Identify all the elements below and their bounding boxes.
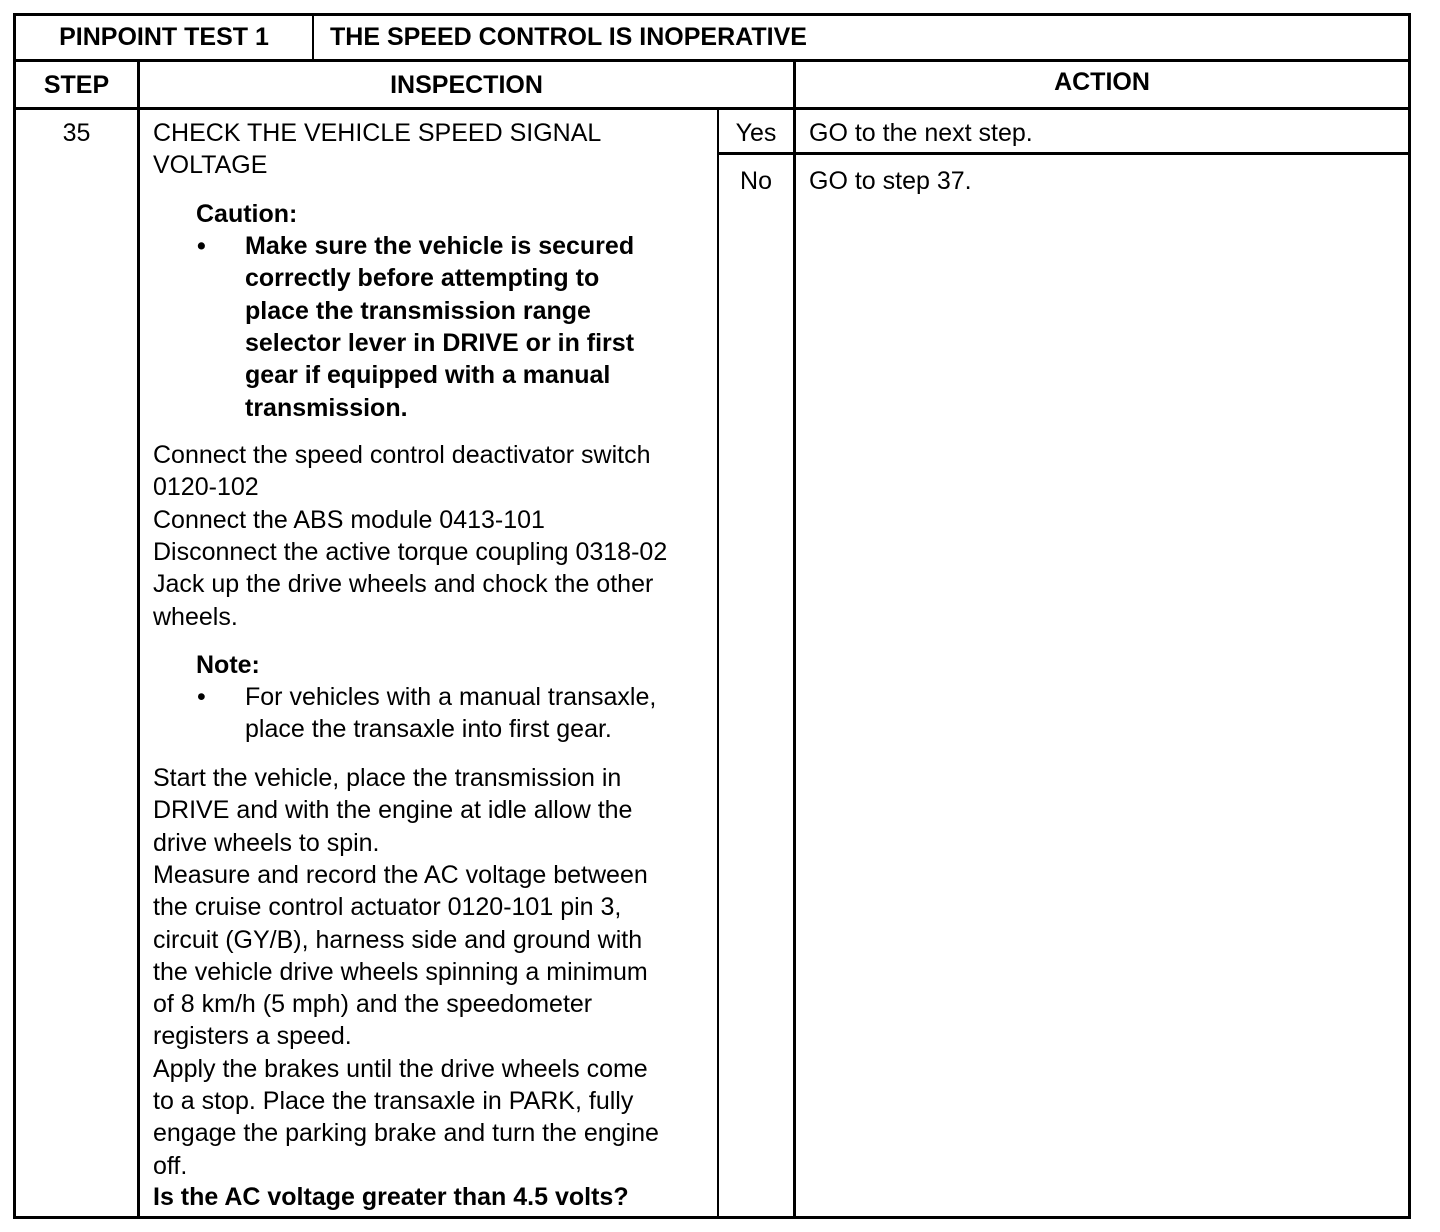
procedure-line: the cruise control actuator 0120-101 pin 3, [153, 893, 622, 922]
caution-line: Make sure the vehicle is secured [245, 232, 635, 260]
caution-line: gear if equipped with a manual [245, 361, 611, 390]
procedure-line: the vehicle drive wheels spinning a minimum [153, 957, 648, 986]
setup-line: Connect the speed control deactivator switch [153, 441, 651, 469]
border [13, 107, 1411, 110]
procedure-line: to a stop. Place the transaxle in PARK, fully [153, 1087, 634, 1115]
inspection-question: Is the AC voltage greater than 4.5 volts? [153, 1183, 629, 1211]
answer-yes-label: Yes [735, 119, 777, 147]
caution-line: selector lever in DRIVE or in first [245, 328, 635, 357]
setup-line: wheels. [153, 602, 238, 631]
border [717, 108, 719, 1218]
border [137, 60, 140, 1218]
border [13, 13, 1411, 16]
border [13, 59, 1411, 62]
caution-label: Caution: [196, 200, 298, 228]
caution-line: correctly before attempting to [245, 264, 600, 293]
procedure-line: off. [153, 1151, 188, 1180]
setup-line: Disconnect the active torque coupling 0318-02 [153, 537, 668, 566]
answer-no-label: No [740, 167, 772, 195]
action-header: ACTION [1054, 68, 1150, 96]
note-line: place the transaxle into first gear. [245, 715, 612, 744]
step-number: 35 [62, 119, 91, 147]
setup-line: Jack up the drive wheels and chock the other [153, 570, 654, 599]
procedure-line: DRIVE and with the engine at idle allow the [153, 796, 633, 825]
bullet-icon: • [197, 683, 206, 711]
bullet-icon: • [197, 232, 206, 260]
step-heading-line: CHECK THE VEHICLE SPEED SIGNAL [153, 119, 602, 147]
pinpoint-test-label: PINPOINT TEST 1 [59, 23, 269, 51]
procedure-line: of 8 km/h (5 mph) and the speedometer [153, 990, 593, 1019]
border [717, 152, 1411, 155]
procedure-line: engage the parking brake and turn the engine [153, 1119, 659, 1148]
answer-yes-action: GO to the next step. [809, 119, 1033, 147]
procedure-line: Apply the brakes until the drive wheels come [153, 1054, 648, 1083]
step-heading-line: VOLTAGE [153, 151, 268, 180]
procedure-line: circuit (GY/B), harness side and ground with [153, 925, 643, 954]
border [13, 13, 16, 1219]
setup-line: Connect the ABS module 0413-101 [153, 505, 545, 534]
inspection-header: INSPECTION [390, 71, 543, 99]
procedure-line: Measure and record the AC voltage between [153, 860, 648, 889]
setup-line: 0120-102 [153, 473, 259, 502]
caution-line: transmission. [245, 393, 408, 422]
caution-line: place the transmission range [245, 296, 591, 325]
procedure-line: registers a speed. [153, 1022, 352, 1051]
procedure-line: drive wheels to spin. [153, 828, 380, 857]
note-label: Note: [196, 651, 260, 679]
step-header: STEP [43, 71, 110, 99]
border [1408, 13, 1411, 1219]
border [312, 13, 314, 61]
procedure-line: Start the vehicle, place the transmission in [153, 764, 622, 792]
answer-no-action: GO to step 37. [809, 167, 972, 195]
test-title: THE SPEED CONTROL IS INOPERATIVE [330, 23, 807, 51]
border [13, 1216, 1411, 1219]
border [793, 60, 796, 1218]
note-line: For vehicles with a manual transaxle, [245, 683, 657, 711]
